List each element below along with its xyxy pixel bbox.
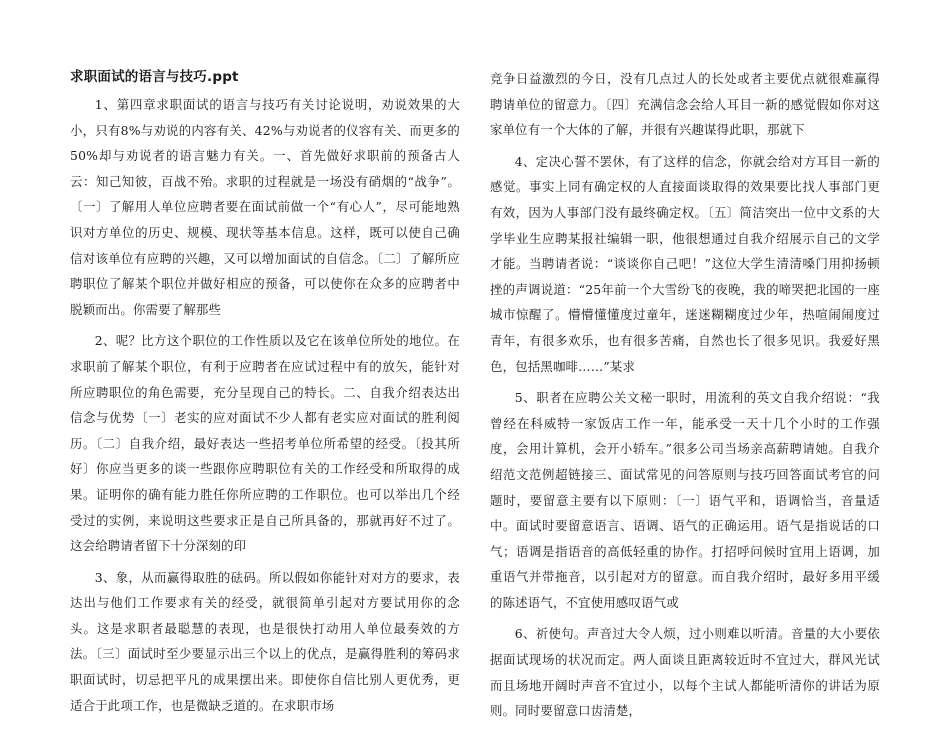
paragraph: 3、象，从而赢得取胜的砝码。所以假如你能针对对方的要求，表达出与他们工作要求有关的经受，就很简单引起对方要试用你的念头。这是求职者最聪慧的表现，也是很快打动用人单位最奏效的方法。〔三〕面试时至少要显示出三个以上的优点，是赢得胜利的筹码求职面试时，切忌把平凡的成果摆出来。即使你自信比别人更优秀，更适合于此项工作，也是微缺乏道的。在求职市场 bbox=[70, 569, 460, 713]
right-column bbox=[490, 66, 880, 730]
paragraph: 竞争日益激烈的今日，没有几点过人的长处或者主要优点就很难赢得聘请单位的留意力。〔四〕充满信念会给人耳目一新的感觉假如你对这家单位有一个大体的了解，并很有兴趣谋得此职，那就下 bbox=[490, 71, 880, 138]
paragraph: 2、呢？比方这个职位的工作性质以及它在该单位所处的地位。在求职前了解某个职位，有利于应聘者在应试过程中有的放矢，能针对所应聘职位的角色需要，充分呈现自己的特长。二、自我介绍表达出信念与优势〔一〕老实的应对面试不少人都有老实应对面试的胜利阅历。〔二〕自我介绍，最好表达一些招考单位所希望的经受。〔投其所好〕你应当更多的谈一些跟你应聘职位有关的工作经受和所取得的成果。证明你的确有能力胜任你所应聘的工作职位。也可以举出几个经受过的实例，来说明这些要求正是自己所具备的，那就再好不过了。这会给聘请者留下十分深刻的印 bbox=[70, 333, 460, 554]
paragraph: 5、职者在应聘公关文秘一职时，用流利的英文自我介绍说：“我曾经在科威特一家饭店工作一年，能承受一天十几个小时的工作强度，会用计算机，会开小轿车。”很多公司当场亲高薪聘请她。自我介绍范文范例超链接三、面试常见的问答原则与技巧回答面试考官的问题时，要留意主要有以下原则：〔一〕语气平和，语调恰当，音量适中。面试时要留意语言、语调、语气的正确运用。语气是指说话的口气；语调是指语音的高低轻重的协作。打招呼问候时宜用上语调，加重语气并带拖音，以引起对方的留意。而自我介绍时，最好多用平缓的陈述语气，不宜使用感叹语气或 bbox=[490, 390, 880, 610]
left-column bbox=[70, 66, 460, 724]
paragraph: 4、定决心誓不罢休，有了这样的信念，你就会给对方耳目一新的感觉。事实上同有确定权的人直接面谈取得的效果要比找人事部门更有效，因为人事部门没有最终确定权。〔五〕简洁突出一位中文系的大学毕业生应聘某报社编辑一职，他很想通过自我介绍展示自己的文学才能。当聘请者说：“谈谈你自己吧！”这位大学生清清嗓门用抑扬顿挫的声调说道：“25年前一个大雪纷飞的夜晚，我的啼哭把北国的一座城市惊醒了。懵懵懂懂度过童年，迷迷糊糊度过少年，热喧闹闹度过青年，有很多欢乐，也有很多苦痛，自然也长了很多见识。我爱好黑色，包括黑咖啡……”某求 bbox=[490, 153, 880, 374]
paragraph: 6、祈使句。声音过大令人烦，过小则难以听清。音量的大小要依据面试现场的状况而定。两人面谈且距离较近时不宜过大，群风光试而且场地开阔时声音不宜过小，以每个主试人都能听清你的讲话为原则。同时要留意口齿清楚， bbox=[490, 626, 880, 719]
paragraph: 1、第四章求职面试的语言与技巧有关讨论说明，劝说效果的大小，只有8%与劝说的内容有关、42%与劝说者的仪容有关、而更多的50%却与劝说者的语言魅力有关。一、首先做好求职前的预备古人云：知己知彼，百战不殆。求职的过程就是一场没有硝烟的“战争”。〔一〕了解用人单位应聘者要在面试前做一个“有心人”，尽可能地熟识对方单位的历史、规模、现状等基本信息。这样，既可以使自己确信对该单位有应聘的兴趣，又可以增加面试的自信念。〔二〕了解所应聘职位了解某个职位并做好相应的预备，可以使你在众多的应聘者中脱颖而出。你需要了解那些 bbox=[70, 97, 460, 317]
document-title: 求职面试的语言与技巧.ppt bbox=[70, 69, 239, 85]
